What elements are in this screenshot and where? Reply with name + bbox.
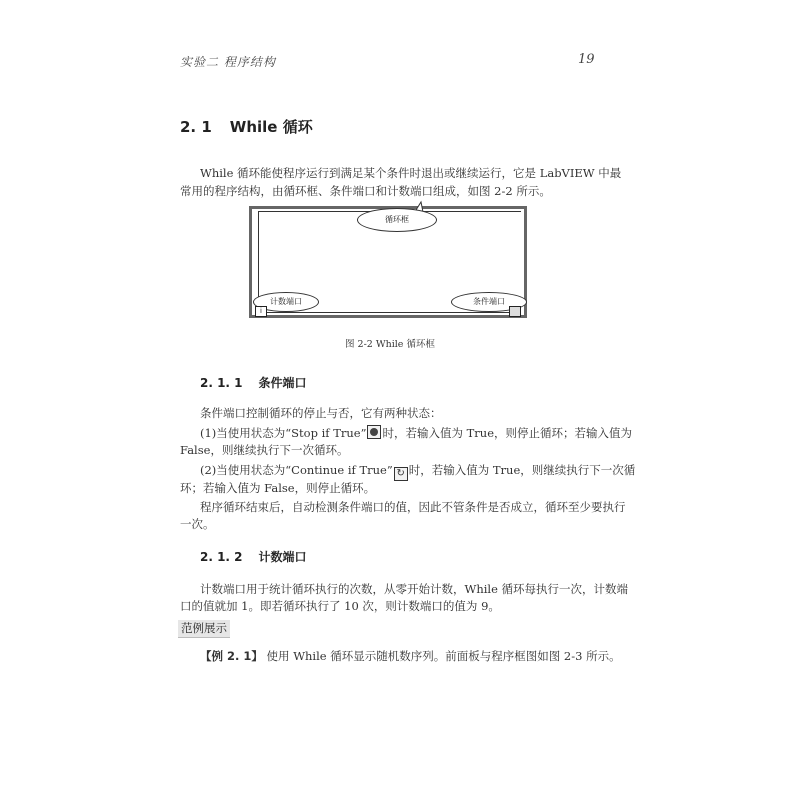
- condition-para-1: 条件端口控制循环的停止与否，它有两种状态：: [200, 406, 442, 420]
- subsection-heading-count: [200, 548, 307, 565]
- example-line: [200, 648, 621, 665]
- callout-count-terminal: 计数端口: [253, 292, 319, 312]
- subsection-title: 条件端口: [258, 376, 307, 390]
- count-terminal-icon: i: [255, 306, 267, 317]
- stop-if-true-text: (1)当使用状态为“Stop if True”: [200, 426, 367, 440]
- condition-para-2-line-2: False，则继续执行下一次循环。: [180, 443, 349, 457]
- continue-if-true-desc: 时，若输入值为 True，则继续执行下一次循: [408, 463, 636, 477]
- condition-para-3-line-2: 环；若输入值为 False，则停止循环。: [180, 481, 376, 495]
- condition-para-4-line-2: 一次。: [180, 517, 215, 531]
- section-number: 2. 1: [180, 118, 212, 136]
- subsection-title: 计数端口: [258, 550, 307, 564]
- while-loop-figure: [249, 206, 527, 318]
- stop-if-true-desc: 时，若输入值为 True，则停止循环；若输入值为: [382, 426, 633, 440]
- continue-if-true-text: (2)当使用状态为“Continue if True”: [200, 463, 393, 477]
- condition-para-2-line-1: [200, 425, 632, 442]
- continue-if-true-icon: ↻: [394, 467, 408, 481]
- running-header-chapter: 实验二 程序结构: [180, 55, 276, 69]
- section-title: While 循环: [229, 118, 313, 136]
- figure-caption: 图 2-2 While 循环框: [345, 339, 435, 350]
- example-tag: 范例展示: [178, 620, 230, 638]
- count-para-line-2: 口的值就加 1。即若循环执行了 10 次，则计数端口的值为 9。: [180, 599, 500, 613]
- section-heading: [180, 116, 313, 137]
- intro-line-1: While 循环能使程序运行到满足某个条件时退出或继续运行，它是 LabVIEW 中最: [200, 166, 622, 180]
- example-label: 【例 2. 1】: [200, 649, 263, 663]
- count-para-line-1: 计数端口用于统计循环执行的次数，从零开始计数，While 循环每执行一次，计数端: [200, 582, 629, 596]
- subsection-number: 2. 1. 1: [200, 376, 243, 390]
- condition-para-4-line-1: 程序循环结束后，自动检测条件端口的值，因此不管条件是否成立，循环至少要执行: [200, 500, 626, 514]
- page-number: 19: [578, 52, 595, 67]
- stop-if-true-icon: [367, 425, 381, 439]
- condition-terminal-icon: [509, 306, 521, 317]
- subsection-number: 2. 1. 2: [200, 550, 243, 564]
- example-text: 使用 While 循环显示随机数序列。前面板与程序框图如图 2-3 所示。: [266, 649, 621, 663]
- condition-para-3-line-1: [200, 462, 635, 481]
- callout-condition-terminal: 条件端口: [451, 292, 527, 312]
- subsection-heading-condition: [200, 374, 307, 391]
- callout-loop-frame: 循环框: [357, 208, 437, 232]
- intro-line-2: 常用的程序结构，由循环框、条件端口和计数端口组成，如图 2-2 所示。: [180, 184, 551, 198]
